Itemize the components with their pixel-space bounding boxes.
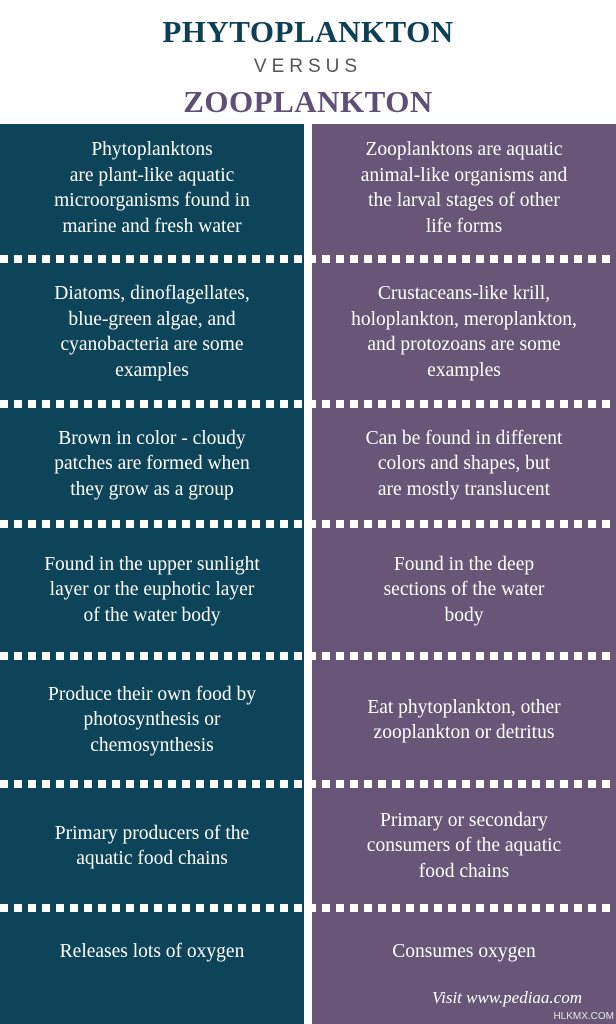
cell-line: Primary or secondary <box>380 809 548 831</box>
title-zooplankton: ZOOPLANKTON <box>183 84 433 119</box>
cell-line: Diatoms, dinoflagellates, <box>54 283 250 304</box>
cell-line: Releases lots of oxygen <box>59 941 245 963</box>
cell-text <box>367 808 561 885</box>
cell-line: Produce their own food by <box>48 683 256 705</box>
dotted-divider <box>0 400 616 408</box>
cell-text <box>366 426 563 503</box>
cell-line: they grow as a group <box>70 478 234 500</box>
cell-line: patches are formed when <box>54 453 250 475</box>
cell-line: consumers of the aquatic <box>366 835 562 857</box>
cell-line: Crustaceans-like krill, <box>377 283 551 304</box>
cell-line: Found in the deep <box>393 553 535 575</box>
cell-text <box>48 682 256 759</box>
dotted-divider <box>0 652 616 660</box>
cell-line: are mostly translucent <box>377 478 551 500</box>
zooplankton-cell <box>312 264 616 400</box>
cell-text <box>367 695 560 746</box>
cell-line: Consumes oxygen <box>392 941 536 963</box>
watermark: HLKMX.COM <box>553 1011 614 1022</box>
cell-line: aquatic food chains <box>76 848 228 869</box>
zooplankton-cell <box>312 528 616 652</box>
cell-line: examples <box>115 359 189 381</box>
cell-line: microorganisms found in <box>54 190 250 211</box>
phytoplankton-cell <box>0 660 304 780</box>
cell-line: zooplankton or detritus <box>373 722 555 743</box>
cell-text <box>60 939 245 965</box>
cell-line: photosynthesis or <box>83 709 221 731</box>
dotted-divider <box>0 780 616 788</box>
cell-line: Phytoplanktons <box>91 139 213 160</box>
cell-line: marine and fresh water <box>62 215 242 237</box>
cell-line: examples <box>427 359 501 381</box>
cell-text <box>54 426 249 503</box>
title-versus: VERSUS <box>253 56 363 77</box>
cell-line: Can be found in different <box>365 427 563 449</box>
cell-line: Found in the upper sunlight <box>44 553 260 575</box>
cell-line: sections of the water <box>383 579 545 601</box>
cell-line: Primary producers of the <box>54 822 250 844</box>
dotted-divider <box>0 520 616 528</box>
cell-line: Brown in color - cloudy <box>58 427 246 449</box>
cell-line: animal-like organisms and <box>360 164 568 186</box>
phytoplankton-cell <box>0 408 304 520</box>
cell-line: layer or the euphotic layer <box>49 579 255 601</box>
phytoplankton-cell <box>0 124 304 252</box>
cell-text <box>44 552 260 629</box>
zooplankton-cell <box>312 788 616 904</box>
cell-text <box>55 821 249 872</box>
cell-line: and protozoans are some <box>367 334 561 355</box>
header <box>0 0 616 124</box>
cell-line: blue-green algae, and <box>68 308 236 330</box>
dotted-divider <box>0 255 616 263</box>
cell-text <box>54 137 250 239</box>
zooplankton-cell <box>312 124 616 252</box>
phytoplankton-cell <box>0 912 304 992</box>
title-phytoplankton: PHYTOPLANKTON <box>162 14 454 49</box>
phytoplankton-cell <box>0 788 304 904</box>
zooplankton-cell <box>312 408 616 520</box>
cell-text <box>384 552 545 629</box>
cell-line: food chains <box>418 860 510 882</box>
cell-line: the larval stages of other <box>368 190 560 211</box>
phytoplankton-cell <box>0 528 304 652</box>
cell-line: holoplankton, meroplankton, <box>351 308 577 330</box>
cell-line: Zooplanktons are aquatic <box>365 139 563 160</box>
cell-line: are plant-like aquatic <box>69 164 235 186</box>
cell-line: Eat phytoplankton, other <box>367 696 561 718</box>
zooplankton-cell <box>312 660 616 780</box>
cell-text <box>361 137 568 239</box>
cell-text <box>54 281 250 383</box>
cell-text <box>351 281 577 383</box>
cell-line: of the water body <box>83 604 221 626</box>
cell-line: cyanobacteria are some <box>60 334 244 355</box>
cell-line: colors and shapes, but <box>377 453 551 475</box>
cell-line: body <box>444 604 484 626</box>
cell-text <box>392 939 536 965</box>
cell-line: chemosynthesis <box>90 734 214 756</box>
zooplankton-cell <box>312 912 616 992</box>
phytoplankton-cell <box>0 264 304 400</box>
cell-line: life forms <box>425 215 503 237</box>
dotted-divider <box>0 904 616 912</box>
footer-credit: Visit www.pediaa.com <box>431 988 582 1007</box>
